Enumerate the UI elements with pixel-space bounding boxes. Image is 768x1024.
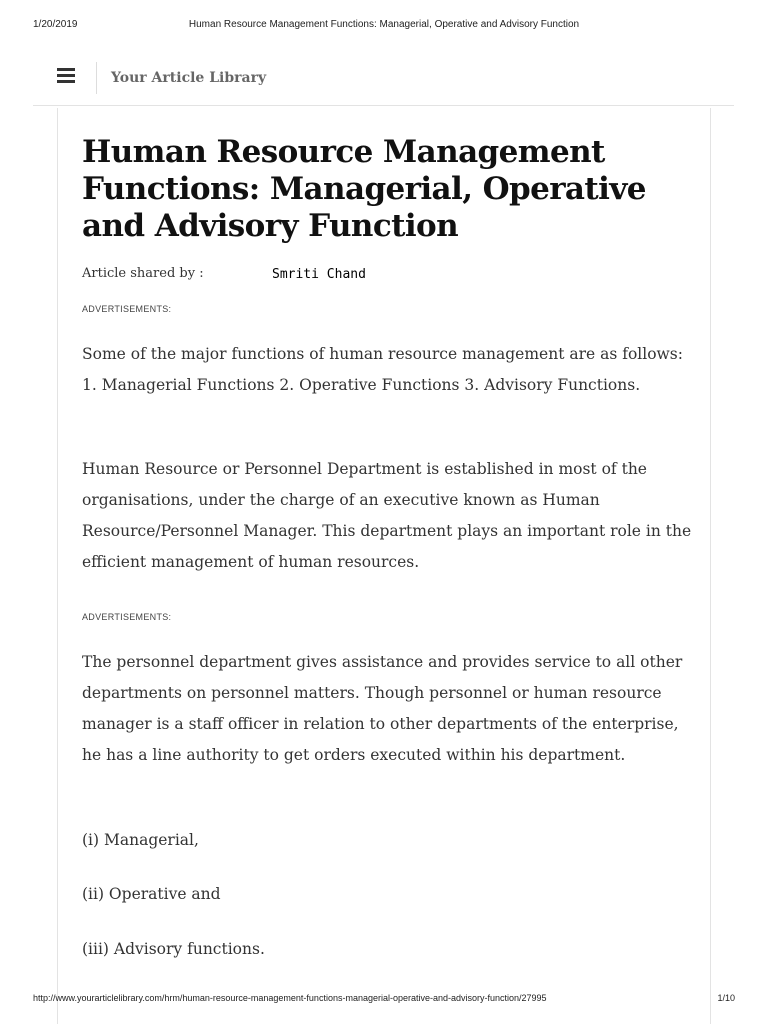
advertisement-label: ADVERTISEMENTS:	[82, 304, 172, 314]
list-item: (iii) Advisory functions.	[82, 940, 265, 958]
page-number: 1/10	[717, 993, 735, 1003]
list-item: (i) Managerial,	[82, 831, 199, 849]
print-page-title: Human Resource Management Functions: Managerial, Operative and Advisory Function	[188, 19, 580, 30]
list-item: (ii) Operative and	[82, 885, 221, 903]
site-navigation	[57, 60, 733, 107]
site-title-link[interactable]: Your Article Library	[111, 70, 267, 86]
page-url: http://www.yourarticlelibrary.com/hrm/human-resource-management-functions-managerial-operative-and-advisory-function/27995	[33, 993, 547, 1003]
nav-divider	[96, 62, 97, 94]
advertisement-label: ADVERTISEMENTS:	[82, 612, 172, 622]
nav-separator	[33, 105, 734, 106]
byline-label: Article shared by :	[82, 266, 204, 281]
hamburger-menu-icon[interactable]	[57, 68, 75, 83]
print-footer	[0, 990, 768, 1010]
article-title: Human Resource Management Functions: Managerial, Operative and Advisory Function	[82, 134, 646, 244]
print-header	[0, 0, 768, 40]
article-paragraph: Some of the major functions of human resource management are as follows: 1. Managerial Functions 2. Operative Functions 3. Advisory Functions.	[82, 345, 683, 394]
print-date: 1/20/2019	[33, 19, 78, 30]
article-paragraph: The personnel department gives assistance and provides service to all other departments on personnel matters. Though personnel or human resource manager is a staff officer in relation to other departments of the enterprise, he has a line authority to get orders executed within his department.	[82, 653, 683, 764]
article-paragraph: Human Resource or Personnel Department is established in most of the organisations, under the charge of an executive known as Human Resource/Personnel Manager. This department plays an important role in the efficient management of human resources.	[82, 460, 692, 571]
author-link[interactable]: Smriti Chand	[272, 267, 366, 282]
article-container	[57, 108, 711, 1024]
